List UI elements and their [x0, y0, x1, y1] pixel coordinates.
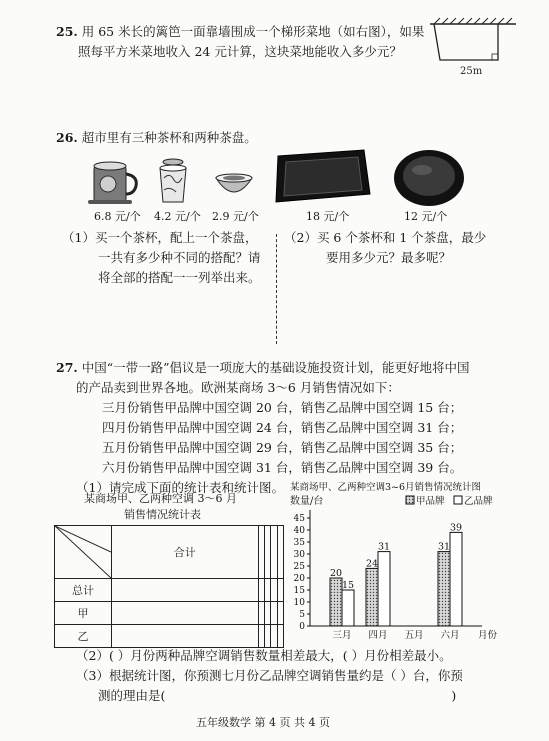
bar-chart [288, 480, 508, 640]
table-title-2: 销售情况统计表 [124, 508, 201, 521]
data-label: 31 [377, 541, 391, 553]
price-cup-2: 4.2 元/个 [154, 210, 201, 223]
q26-p2-line1: （2）买 6 个茶杯和 1 个茶盘，最少 [284, 230, 487, 245]
q25-line1 [56, 22, 424, 42]
chart-legend [406, 495, 493, 507]
y-tick-label: 20 [293, 574, 305, 584]
tea-tray-1-image [270, 146, 374, 206]
corner-diagonals [55, 526, 111, 578]
legend-label: 乙品牌 [464, 496, 493, 507]
table-title-1: 某商场甲、乙两种空调 3～6 月 [84, 492, 237, 505]
data-label: 20 [329, 568, 343, 579]
q27-m6: 六月份销售甲品牌中国空调 31 台，销售乙品牌中国空调 39 台。 [102, 460, 463, 475]
y-tick-label: 45 [293, 514, 305, 524]
bar [366, 568, 378, 626]
teacup-1-image [86, 160, 142, 206]
chart-title: 某商场甲、乙两种空调3~6月销售情况统计图 [290, 482, 482, 493]
q27-p3-line2 [98, 686, 456, 706]
legend-label: 甲品牌 [416, 496, 445, 507]
q26-p1-line1: （1）买一个茶杯，配上一个茶盘， [62, 230, 258, 245]
chart-bars [330, 522, 462, 626]
table-row-b: 乙 [55, 625, 112, 648]
data-label: 39 [449, 522, 463, 534]
q27-p3-line2-text: 测的理由是( [98, 688, 166, 703]
q26-p1-line2: 一共有多少种不同的搭配？请 [98, 250, 261, 265]
y-tick-label: 15 [293, 586, 305, 596]
divider-dashed [276, 234, 277, 344]
q26-intro [56, 128, 257, 148]
q26-p1-line3: 将全部的搭配一一列举出来。 [98, 270, 261, 285]
table-cell[interactable] [112, 625, 259, 648]
x-tick-label: 四月 [368, 630, 388, 640]
y-tick-label: 10 [293, 598, 305, 608]
q26-p2-line2: 要用多少元？最多呢？ [326, 250, 452, 265]
bar [330, 578, 342, 626]
chart-axes [294, 510, 498, 640]
q27-m3: 三月份销售甲品牌中国空调 20 台，销售乙品牌中国空调 15 台； [102, 400, 463, 415]
table-row-a: 甲 [55, 602, 112, 625]
x-axis-label: 月份 [478, 630, 498, 640]
q27-number: 27. [56, 360, 78, 375]
tea-tray-2-image [392, 146, 466, 208]
table-corner-cell [55, 526, 112, 579]
table-cell[interactable] [112, 602, 259, 625]
q26-number: 26. [56, 130, 78, 145]
table-cell[interactable] [277, 602, 283, 625]
q27-m5: 五月份销售甲品牌中国空调 29 台，销售乙品牌中国空调 35 台； [102, 440, 463, 455]
q25-number: 25. [56, 24, 78, 39]
page-footer: 五年级数学 第 4 页 共 4 页 [196, 716, 330, 729]
q27-text1: 中国“一带一路”倡议是一项庞大的基础设施投资计划，能更好地将中国 [81, 360, 470, 375]
table-header-cell [277, 526, 283, 579]
price-tray-1: 18 元/个 [306, 210, 350, 223]
bar [342, 590, 354, 626]
q27-line2: 的产品卖到世界各地。欧洲某商场 3～6 月销售情况如下： [76, 380, 400, 395]
price-cup-3: 2.9 元/个 [212, 210, 259, 223]
q27-p3-line2-end: ) [451, 688, 457, 703]
q27-p1: （1）请完成下面的统计表和统计图。 [76, 480, 284, 495]
y-tick-label: 35 [293, 538, 305, 548]
x-tick-label: 三月 [332, 630, 352, 640]
stats-table [54, 525, 284, 648]
y-tick-label: 25 [293, 562, 305, 572]
y-tick-label: 5 [299, 610, 305, 620]
chart-ylabel: 数量/台 [290, 496, 324, 507]
trapezoid-garden-figure [428, 14, 520, 78]
q25-line2: 照每平方米菜地收入 24 元计算，这块菜地能收入多少元？ [78, 44, 402, 59]
q25-text1: 用 65 米长的篱笆一面靠墙围成一个梯形菜地（如右图），如果 [81, 24, 425, 39]
teacup-2-image [150, 158, 196, 206]
bar [450, 532, 462, 626]
teacup-3-image [212, 172, 256, 202]
table-row-total: 总计 [55, 579, 112, 602]
q27-p2: （2）( ）月份两种品牌空调销售数量相差最大，( ）月份相差最小。 [76, 648, 452, 663]
table-cell[interactable] [277, 579, 283, 602]
data-label: 24 [365, 558, 379, 570]
y-tick-label: 0 [299, 622, 305, 632]
q27-m4: 四月份销售甲品牌中国空调 24 台，销售乙品牌中国空调 31 台； [102, 420, 463, 435]
data-label: 15 [341, 580, 355, 591]
bar [438, 552, 450, 626]
price-cup-1: 6.8 元/个 [94, 210, 141, 223]
price-tray-2: 12 元/个 [404, 210, 448, 223]
data-label: 31 [437, 541, 451, 553]
legend-swatch [406, 496, 414, 504]
x-tick-label: 六月 [440, 630, 460, 640]
y-tick-label: 40 [293, 526, 305, 536]
q27-p3-line1: （3）根据统计图，你预测七月份乙品牌空调销售量约是（ ）台，你预 [76, 668, 463, 683]
x-tick-label: 五月 [404, 630, 424, 640]
table-header-total: 合计 [112, 526, 259, 579]
q27-line1 [56, 358, 470, 378]
y-tick-label: 30 [293, 550, 305, 560]
legend-swatch [454, 496, 462, 504]
q26-intro-text: 超市里有三种茶杯和两种茶盘。 [81, 130, 257, 145]
table-cell[interactable] [277, 625, 283, 648]
fig25-label: 25m [460, 66, 483, 77]
table-cell[interactable] [112, 579, 259, 602]
bar [378, 552, 390, 626]
